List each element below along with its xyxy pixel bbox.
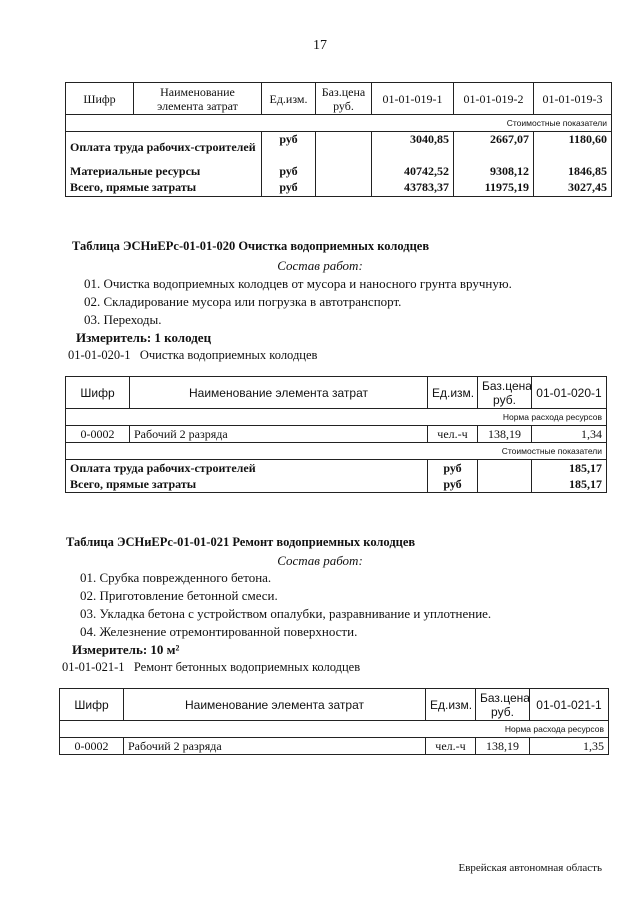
header-unit: Ед.изм.: [262, 83, 316, 115]
work-item: 03. Укладка бетона с устройством опалубки, разравнивание и уплотнение.: [80, 606, 492, 621]
header-code: Шифр: [66, 83, 134, 115]
row-value: 3040,85: [372, 132, 454, 164]
row-value: 11975,19: [454, 180, 534, 197]
code-line: 01-01-021-1 Ремонт бетонных водоприемных колодцев: [62, 660, 361, 674]
work-item: 01. Срубка поврежденного бетона.: [80, 570, 272, 585]
work-item: 01. Очистка водоприемных колодцев от мусора и наносного грунта вручную.: [84, 276, 512, 291]
table-row: [60, 738, 609, 755]
header-col3: 01-01-019-3: [534, 83, 612, 115]
row-value: 185,17: [532, 460, 607, 477]
works-heading: Состав работ:: [277, 258, 363, 273]
footer-region: Еврейская автономная область: [458, 862, 602, 874]
row-name: Материальные ресурсы: [66, 164, 262, 180]
header-price: Баз.цена руб.: [476, 689, 530, 721]
table-row: [66, 426, 607, 443]
row-code: 0-0002: [66, 426, 130, 443]
header-unit: Ед.изм.: [428, 377, 478, 409]
row-value: 9308,12: [454, 164, 534, 180]
meter-label: Измеритель: 10 м²: [72, 642, 180, 657]
row-value: 185,17: [532, 476, 607, 493]
row-value: 43783,37: [372, 180, 454, 197]
row-value: 1,35: [530, 738, 609, 755]
row-name: Рабочий 2 разряда: [124, 738, 426, 755]
table-norm-021: [59, 688, 609, 755]
cost-subheader: Стоимостные показатели: [66, 115, 612, 132]
work-item: 03. Переходы.: [84, 312, 162, 327]
meter-label: Измеритель: 1 колодец: [76, 330, 212, 345]
row-unit: руб: [428, 476, 478, 493]
header-price: Баз.цена руб.: [478, 377, 532, 409]
row-code: 0-0002: [60, 738, 124, 755]
row-value: 40742,52: [372, 164, 454, 180]
section-title-021: Таблица ЭСНиЕРс-01-01-021 Ремонт водоприемных колодцев: [66, 535, 416, 549]
row-name: Оплата труда рабочих-строителей: [66, 132, 262, 164]
row-value: 3027,45: [534, 180, 612, 197]
row-price: 138,19: [478, 426, 532, 443]
row-name: Всего, прямые затраты: [66, 180, 262, 197]
header-code: Шифр: [66, 377, 130, 409]
row-unit: руб: [262, 180, 316, 197]
row-name: Оплата труда рабочих-строителей: [66, 460, 428, 477]
row-name: Рабочий 2 разряда: [130, 426, 428, 443]
table-row: [66, 476, 607, 493]
row-price: 138,19: [476, 738, 530, 755]
header-col1: 01-01-019-1: [372, 83, 454, 115]
work-item: 02. Складирование мусора или погрузка в автотранспорт.: [84, 294, 402, 309]
section-title-020: Таблица ЭСНиЕРс-01-01-020 Очистка водоприемных колодцев: [72, 239, 430, 253]
row-unit: чел.-ч: [428, 426, 478, 443]
row-unit: руб: [262, 132, 316, 164]
header-code: Шифр: [60, 689, 124, 721]
row-value: 1,34: [532, 426, 607, 443]
row-value: 2667,07: [454, 132, 534, 164]
header-col2: 01-01-019-2: [454, 83, 534, 115]
row-value: 1846,85: [534, 164, 612, 180]
row-unit: чел.-ч: [426, 738, 476, 755]
norm-subheader: Норма расхода ресурсов: [66, 409, 607, 426]
works-heading: Состав работ:: [277, 553, 363, 568]
work-item: 02. Приготовление бетонной смеси.: [80, 588, 278, 603]
header-name: Наименование элемента затрат: [124, 689, 426, 721]
cost-subheader: Стоимостные показатели: [66, 443, 607, 460]
work-item: 04. Железнение отремонтированной поверхности.: [80, 624, 358, 639]
row-unit: руб: [428, 460, 478, 477]
table-row: [66, 460, 607, 477]
header-col1: 01-01-020-1: [532, 377, 607, 409]
table-norm-020: [65, 376, 607, 493]
header-name: Наименование элемента затрат: [130, 377, 428, 409]
norm-subheader: Норма расхода ресурсов: [60, 721, 609, 738]
table-row: [66, 132, 612, 164]
table-row: [66, 180, 612, 197]
page-number: 17: [313, 38, 327, 53]
table-row: [66, 164, 612, 180]
table-cost-019: [65, 82, 612, 197]
code-line: 01-01-020-1 Очистка водоприемных колодцев: [68, 348, 318, 362]
row-name: Всего, прямые затраты: [66, 476, 428, 493]
header-price: Баз.цена руб.: [316, 83, 372, 115]
header-name: Наименование элемента затрат: [134, 83, 262, 115]
header-col1: 01-01-021-1: [530, 689, 609, 721]
row-unit: руб: [262, 164, 316, 180]
row-value: 1180,60: [534, 132, 612, 164]
header-unit: Ед.изм.: [426, 689, 476, 721]
